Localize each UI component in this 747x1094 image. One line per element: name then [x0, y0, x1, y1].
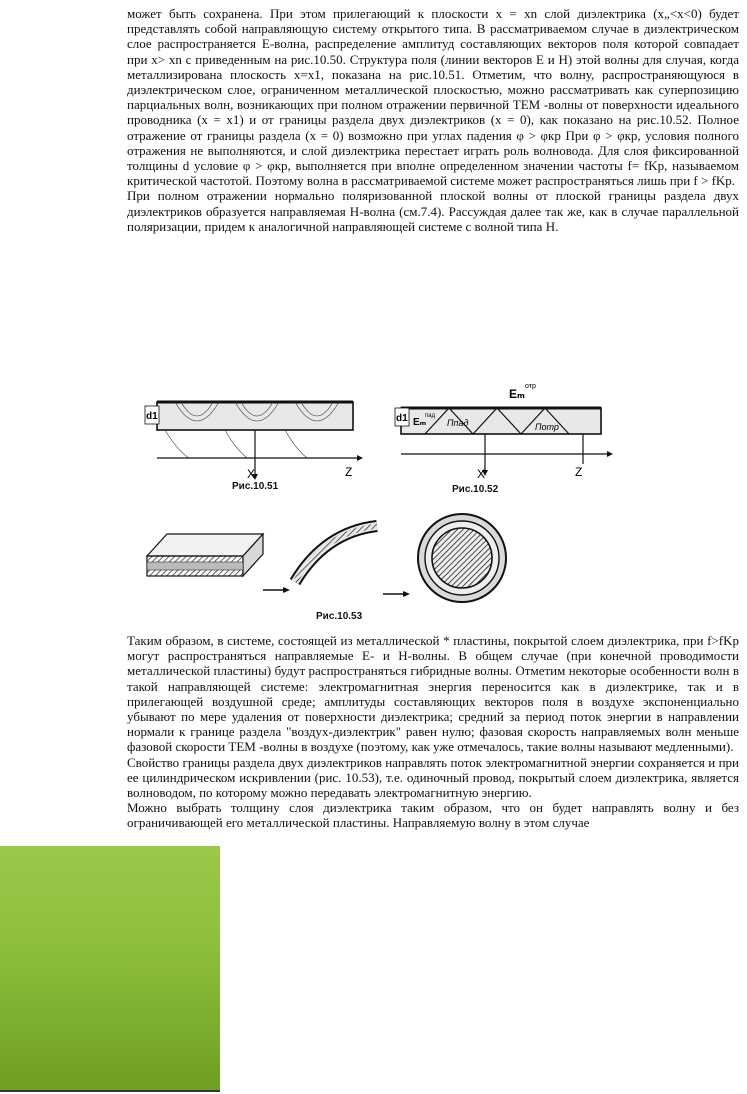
- fig-10-52-label-e-ref: Eₘ: [509, 387, 525, 401]
- figure-10-53-cylinder: [414, 510, 510, 606]
- figure-10-52: [395, 383, 613, 481]
- fig-10-52-label-pi-inc: Πпад: [447, 418, 469, 428]
- fig-10-52-caption: Рис.10.52: [452, 484, 499, 495]
- fig-10-52-label-e-inc-sup: пад: [425, 413, 436, 419]
- text-block-bottom: [127, 633, 739, 831]
- fig-10-52-label-x: X: [477, 467, 486, 481]
- fig-10-53-caption: Рис.10.53: [316, 611, 363, 622]
- fig-10-51-label-x: X: [247, 467, 256, 481]
- fig-10-52-label-z: Z: [575, 465, 583, 479]
- figures-10-51-52: [135, 378, 615, 498]
- fig-10-51-caption: Рис.10.51: [232, 481, 279, 492]
- paragraph-5: Можно выбрать толщину слоя диэлектрика таким образом, что он будет направлять волну и без ограничивающей его металлической пластины. Направляемую волну в этом случае: [127, 800, 739, 831]
- paragraph-2: При полном отражении нормально поляризованной плоской волны от плоской границы раздела двух диэлектриков образуется направляемая Н-волна (см.7.4). Рассуждая далее так же, как в случае параллельной поляризации, придем к аналогичной направляющей системе с волной типа Н.: [127, 188, 739, 234]
- fig-10-52-label-e-ref-sup: отр: [525, 383, 536, 390]
- green-decoration: [0, 846, 220, 1090]
- fig-10-51-label-z: Z: [345, 465, 353, 479]
- fig-10-52-label-pi-ref: Πотр: [535, 422, 559, 432]
- figure-10-53: [145, 512, 445, 604]
- text-block-top: [127, 6, 739, 234]
- paragraph-4: Свойство границы раздела двух диэлектриков направлять поток электромагнитной энергии сохраняется и при ее цилиндрическом искривлении (рис. 10.53), т.е. одиночный провод, покрытый слоем диэлектрика, является волноводом, по которому можно передавать электромагнитную энергию.: [127, 754, 739, 801]
- fig-10-52-label-e-inc: Eₘ: [413, 417, 427, 428]
- paragraph-3: Таким образом, в системе, состоящей из металлической * пластины, покрытой слоем диэлектрика, при f>fKp могут распространяться направляемые Е- и Н-волны. В общем случае (при конечной проводимости металлической пластины) будут распространяться гибридные волны. Отметим некоторые особенности волн в такой направляющей системе: электромагнитная энергия переносится как в диэлектрике, так и в прилегающей воздушной среде; амплитуды составляющих векторов поля в воздухе экспоненциально убывают по мере удаления от поверхности диэлектрика; средний за период поток энергии в направлении нормали к границе раздела "воздух-диэлектрик" равен нулю; фазовая скорость направляемых волн меньше фазовой скорости ТЕМ -волны в воздухе (поэтому, как уже отмечалось, такие волны называют медленными).: [127, 633, 739, 755]
- figure-10-51: [145, 402, 363, 481]
- fig-10-51-label-d: d1: [146, 411, 158, 422]
- green-decoration-underline: [0, 1090, 220, 1092]
- fig-10-52-label-d: d1: [396, 413, 408, 424]
- paragraph-1: может быть сохранена. При этом прилегающий к плоскости x = xn слой диэлектрика (x„<x<0) будет представлять собой направляющую систему открытого типа. В рассматриваемом случае в диэлектрическом слое распространяется Е-волна, распределение амплитуд составляющих векторов поля которой совпадает при x> xn с приведенным на рис.10.50. Структура поля (линии векторов Е и Н) этой волны для случая, когда металлизирована плоскость x=x1, показана на рис.10.51. Отметим, что волну, распространяющуюся в диэлектрическом слое, ограниченном металлической плоскостью, можно рассматривать как суперпозицию парциальных волн, возникающих при полном отражении первичной ТЕМ -волны от поверхности идеального проводника (x = x1) и от границы раздела двух диэлектриков (x = 0), как показано на рис.10.52. Полное отражение от границы раздела (x = 0) возможно при углах падения φ > φкр При φ > φкр, условия полного отражения не выполняются, и слой диэлектрика перестает играть роль волновода. Для слоя фиксированной толщины d условие φ > φкр, выполняется при вполне определенном значении частоты f= fKp, называемом критической частотой. Поэтому волна в рассматриваемой системе может распространяться лишь при f > fKp.: [127, 6, 739, 189]
